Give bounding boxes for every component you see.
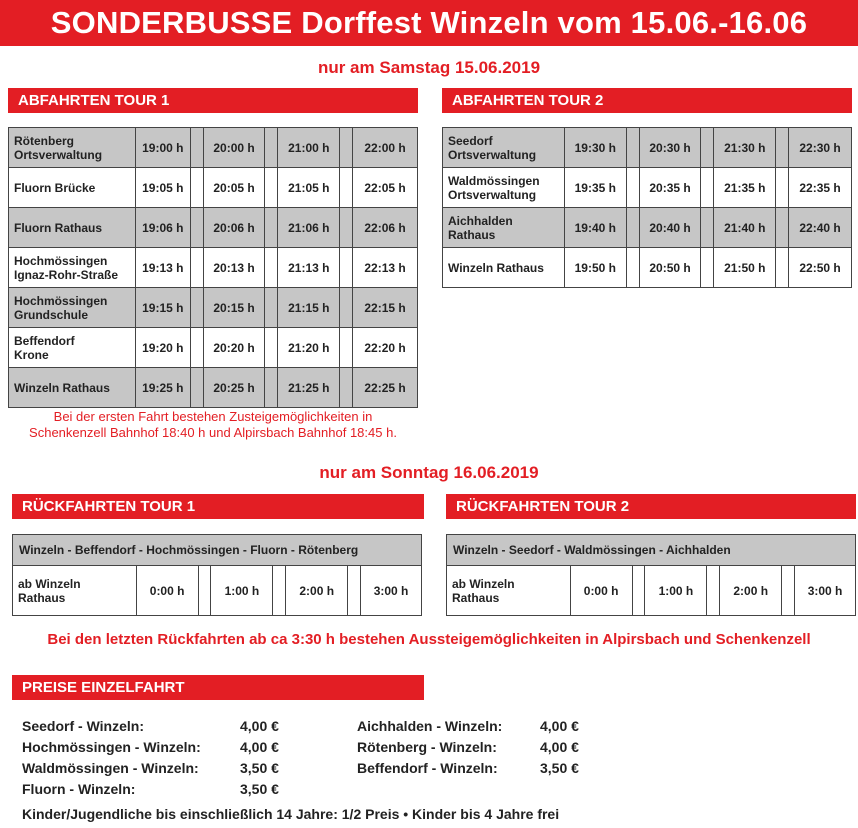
departure-time-cell: 22:25 h xyxy=(353,368,418,408)
departure-time-cell: 21:20 h xyxy=(278,328,340,368)
departure-time-cell: 22:50 h xyxy=(789,248,852,288)
departure-time-cell: 20:05 h xyxy=(203,168,265,208)
departure-time-cell: 21:35 h xyxy=(714,168,776,208)
stop-name-cell: Waldmössingen Ortsverwaltung xyxy=(443,168,565,208)
departure-time-cell: 20:06 h xyxy=(203,208,265,248)
departure-time-cell: 21:25 h xyxy=(278,368,340,408)
departure-time-cell: 22:35 h xyxy=(789,168,852,208)
schedule-row xyxy=(9,368,418,408)
schedule-row xyxy=(9,328,418,368)
price-route: Fluorn - Winzeln: xyxy=(22,781,136,797)
stop-name-cell: Seedorf Ortsverwaltung xyxy=(443,128,565,168)
tour1-boarding-note xyxy=(0,409,426,441)
departure-time-cell: 22:40 h xyxy=(789,208,852,248)
departure-time-cell: 19:20 h xyxy=(135,328,190,368)
stop-name-cell: Beffendorf Krone xyxy=(9,328,136,368)
price-route: Aichhalden - Winzeln: xyxy=(357,718,503,734)
departure-time-cell: 21:00 h xyxy=(278,128,340,168)
page-title: SONDERBUSSE Dorffest Winzeln vom 15.06.-16.06 xyxy=(0,0,858,46)
departure-time-cell: 21:30 h xyxy=(714,128,776,168)
price-value: 3,50 € xyxy=(240,760,279,776)
departure-time-cell: 19:25 h xyxy=(135,368,190,408)
return-time-cell: 2:00 h xyxy=(720,566,782,616)
departure-time-cell: 20:25 h xyxy=(203,368,265,408)
departure-time-cell: 20:20 h xyxy=(203,328,265,368)
departure-time-cell: 21:06 h xyxy=(278,208,340,248)
return-time-cell: 2:00 h xyxy=(286,566,348,616)
prices-header: PREISE EINZELFAHRT xyxy=(12,675,424,700)
tour2-departures-header: ABFAHRTEN TOUR 2 xyxy=(442,88,852,113)
stop-name-cell: Winzeln Rathaus xyxy=(9,368,136,408)
price-value: 4,00 € xyxy=(240,718,279,734)
departure-time-cell: 20:13 h xyxy=(203,248,265,288)
tour1-note-line: Schenkenzell Bahnhof 18:40 h und Alpirsbach Bahnhof 18:45 h. xyxy=(29,425,397,440)
tour2-return-route: Winzeln - Seedorf - Waldmössingen - Aichhalden xyxy=(447,535,856,566)
price-footer-note: Kinder/Jugendliche bis einschließlich 14 Jahre: 1/2 Preis • Kinder bis 4 Jahre frei xyxy=(22,806,560,822)
price-route: Waldmössingen - Winzeln: xyxy=(22,760,199,776)
departure-time-cell: 19:40 h xyxy=(564,208,626,248)
departure-time-cell: 19:05 h xyxy=(135,168,190,208)
return-time-cell: 0:00 h xyxy=(136,566,198,616)
return-time-cell: 3:00 h xyxy=(795,566,856,616)
departure-time-cell: 19:06 h xyxy=(135,208,190,248)
tour1-note-line: Bei der ersten Fahrt bestehen Zusteigemöglichkeiten in xyxy=(53,409,373,424)
departure-time-cell: 22:13 h xyxy=(353,248,418,288)
tour1-returns-table xyxy=(12,534,422,616)
departure-time-cell: 19:00 h xyxy=(135,128,190,168)
stop-name-cell: Hochmössingen Grundschule xyxy=(9,288,136,328)
price-route: Rötenberg - Winzeln: xyxy=(357,739,497,755)
departure-time-cell: 21:13 h xyxy=(278,248,340,288)
price-route: Hochmössingen - Winzeln: xyxy=(22,739,201,755)
stop-name-cell: Rötenberg Ortsverwaltung xyxy=(9,128,136,168)
departure-time-cell: 20:30 h xyxy=(639,128,701,168)
stop-name-cell: Fluorn Rathaus xyxy=(9,208,136,248)
schedule-row xyxy=(443,128,852,168)
schedule-row xyxy=(443,208,852,248)
return-stop-cell: ab Winzeln Rathaus xyxy=(13,566,137,616)
stop-name-cell: Hochmössingen Ignaz-Rohr-Straße xyxy=(9,248,136,288)
tour1-returns-header: RÜCKFAHRTEN TOUR 1 xyxy=(12,494,424,519)
price-value: 4,00 € xyxy=(540,718,579,734)
return-stop-cell: ab Winzeln Rathaus xyxy=(447,566,571,616)
return-time-cell: 3:00 h xyxy=(361,566,422,616)
sunday-heading: nur am Sonntag 16.06.2019 xyxy=(319,463,539,482)
departure-time-cell: 19:50 h xyxy=(564,248,626,288)
departure-time-cell: 21:05 h xyxy=(278,168,340,208)
stop-name-cell: Winzeln Rathaus xyxy=(443,248,565,288)
schedule-row xyxy=(443,168,852,208)
schedule-row xyxy=(9,168,418,208)
price-route: Seedorf - Winzeln: xyxy=(22,718,144,734)
departure-time-cell: 20:00 h xyxy=(203,128,265,168)
schedule-row xyxy=(9,288,418,328)
tour1-departures-table xyxy=(8,127,418,408)
tour1-return-route: Winzeln - Beffendorf - Hochmössingen - Fluorn - Rötenberg xyxy=(13,535,422,566)
departure-time-cell: 19:13 h xyxy=(135,248,190,288)
tour2-returns-table xyxy=(446,534,856,616)
departure-time-cell: 19:15 h xyxy=(135,288,190,328)
departure-time-cell: 21:50 h xyxy=(714,248,776,288)
return-time-cell: 1:00 h xyxy=(211,566,273,616)
schedule-row xyxy=(9,128,418,168)
departure-time-cell: 20:35 h xyxy=(639,168,701,208)
tour2-departures-table xyxy=(442,127,852,288)
return-time-cell: 1:00 h xyxy=(645,566,707,616)
stop-name-cell: Aichhalden Rathaus xyxy=(443,208,565,248)
saturday-heading: nur am Samstag 15.06.2019 xyxy=(317,58,541,77)
departure-time-cell: 19:30 h xyxy=(564,128,626,168)
return-time-cell: 0:00 h xyxy=(570,566,632,616)
departure-time-cell: 22:15 h xyxy=(353,288,418,328)
price-value: 4,00 € xyxy=(540,739,579,755)
tour2-returns-header: RÜCKFAHRTEN TOUR 2 xyxy=(446,494,856,519)
price-value: 4,00 € xyxy=(240,739,279,755)
stop-name-cell: Fluorn Brücke xyxy=(9,168,136,208)
departure-time-cell: 20:50 h xyxy=(639,248,701,288)
departure-time-cell: 20:15 h xyxy=(203,288,265,328)
departure-time-cell: 22:05 h xyxy=(353,168,418,208)
departure-time-cell: 22:20 h xyxy=(353,328,418,368)
departure-time-cell: 21:15 h xyxy=(278,288,340,328)
price-value: 3,50 € xyxy=(240,781,279,797)
departure-time-cell: 22:06 h xyxy=(353,208,418,248)
price-route: Beffendorf - Winzeln: xyxy=(357,760,498,776)
schedule-row xyxy=(9,208,418,248)
schedule-row xyxy=(443,248,852,288)
departure-time-cell: 19:35 h xyxy=(564,168,626,208)
departure-time-cell: 20:40 h xyxy=(639,208,701,248)
departure-time-cell: 22:30 h xyxy=(789,128,852,168)
departure-time-cell: 21:40 h xyxy=(714,208,776,248)
tour1-departures-header: ABFAHRTEN TOUR 1 xyxy=(8,88,418,113)
price-value: 3,50 € xyxy=(540,760,579,776)
return-exit-note: Bei den letzten Rückfahrten ab ca 3:30 h bestehen Aussteigemöglichkeiten in Alpirsbach und Schenkenzell xyxy=(47,631,811,648)
schedule-row xyxy=(9,248,418,288)
departure-time-cell: 22:00 h xyxy=(353,128,418,168)
